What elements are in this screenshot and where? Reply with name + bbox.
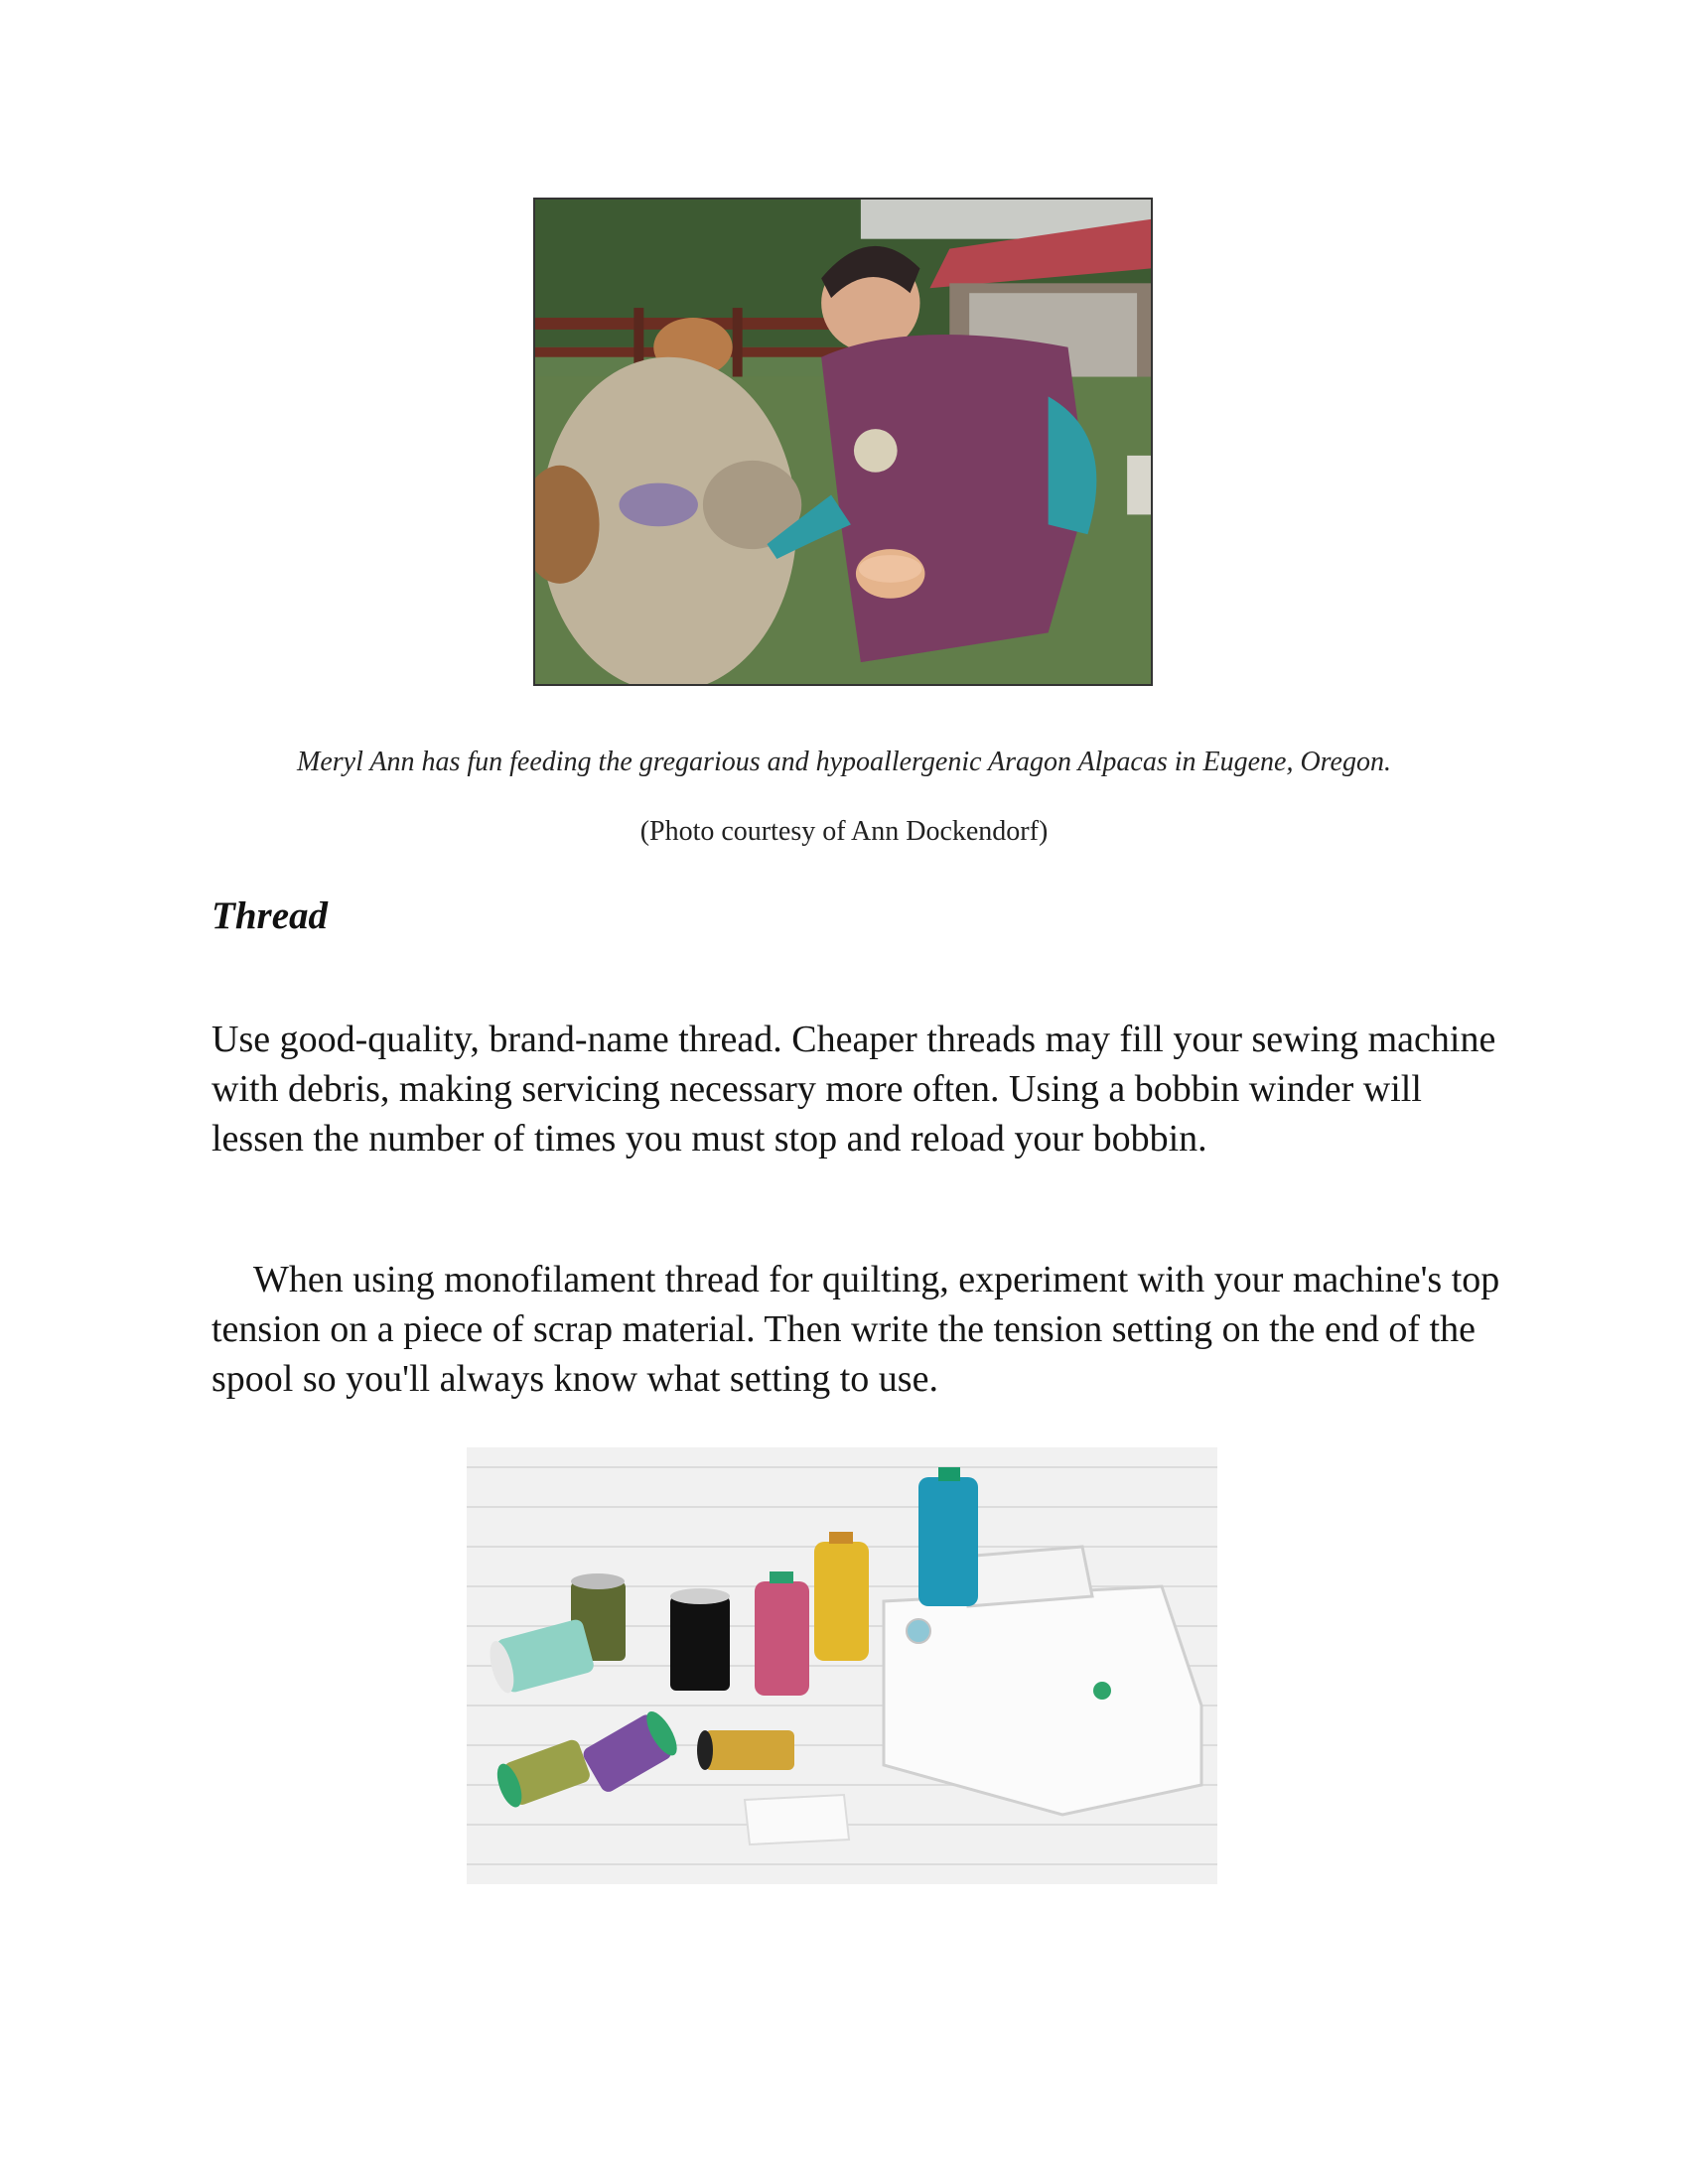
paragraph-1: Use good-quality, brand-name thread. Cheaper threads may fill your sewing machine with debris, making servicing necessary more often. Using a bobbin winder will lessen the number of times you must stop and reload your bobbin. (211, 1019, 1496, 1160)
section-heading: Thread (211, 894, 328, 937)
thread-spools-photo (467, 1447, 1217, 1884)
alpaca-feeding-photo (533, 198, 1153, 686)
paragraph-2: When using monofilament thread for quilting, experiment with your machine's top tension on a piece of scrap material. Then write the tension setting on the end of the spool so you'll always know what setting to use. (211, 1259, 1500, 1400)
photo-caption: Meryl Ann has fun feeding the gregarious and hypoallergenic Aragon Alpacas in Eugene, Oregon. (297, 747, 1391, 777)
photo-credit: (Photo courtesy of Ann Dockendorf) (639, 816, 1049, 847)
